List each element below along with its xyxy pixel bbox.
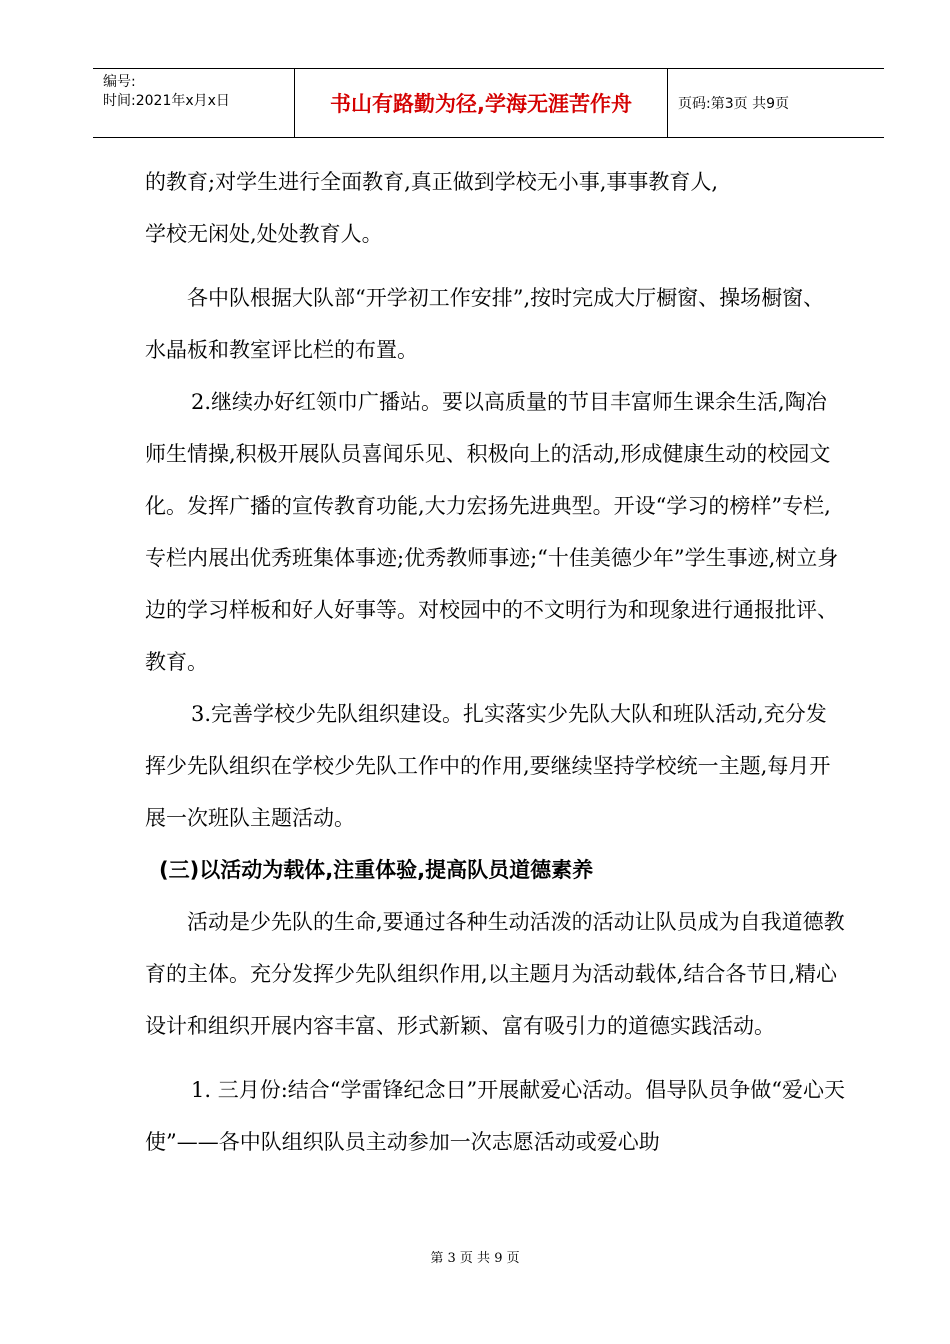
paragraph: 的教育;对学生进行全面教育,真正做到学校无小事,事事教育人, [145,170,719,194]
paragraph: 活动是少先队的生命,要通过各种生动活泼的活动让队员成为自我道德教育的主体。充分发挥少先队组织作用,以主题月为活动载体,结合各节日,精心设计和组织开展内容丰富、形式新颖、富有吸引力的道德实践活动。 [145,910,845,1038]
number-label: 编号: [103,74,136,90]
page-footer: 第 3 页 共 9 页 [430,1251,520,1266]
document-body [145,156,845,1168]
paragraph: 1. 三月份:结合“学雷锋纪念日”开展献爱心活动。倡导队员争做“爱心天使”——各中队组织队员主动参加一次志愿活动或爱心助 [145,1078,845,1154]
header-meta [93,69,294,137]
header-page-label: 页码:第3页 共9页 [678,96,789,112]
paragraph: 学校无闲处,处处教育人。 [145,222,383,246]
section-heading: (三)以活动为载体,注重体验,提高队员道德素养 [159,858,594,882]
page-header [93,68,884,138]
paragraph: 各中队根据大队部“开学初工作安排”,按时完成大厅橱窗、操场橱窗、水晶板和教室评比栏的布置。 [145,286,825,362]
time-label: 时间:2021年x月x日 [103,93,230,109]
header-motto: 书山有路勤为径,学海无涯苦作舟 [294,69,668,137]
paragraph: 2.继续办好红领巾广播站。要以高质量的节目丰富师生课余生活,陶冶师生情操,积极开展队员喜闻乐见、积极向上的活动,形成健康生动的校园文化。发挥广播的宣传教育功能,大力宏扬先进典型。开设“学习的榜样”专栏,专栏内展出优秀班集体事迹;优秀教师事迹;“十佳美德少年”学生事迹,树立身边的学习样板和好人好事等。对校园中的不文明行为和现象进行通报批评、教育。 [145,390,839,674]
paragraph: 3.完善学校少先队组织建设。扎实落实少先队大队和班队活动,充分发挥少先队组织在学校少先队工作中的作用,要继续坚持学校统一主题,每月开展一次班队主题活动。 [145,702,831,830]
